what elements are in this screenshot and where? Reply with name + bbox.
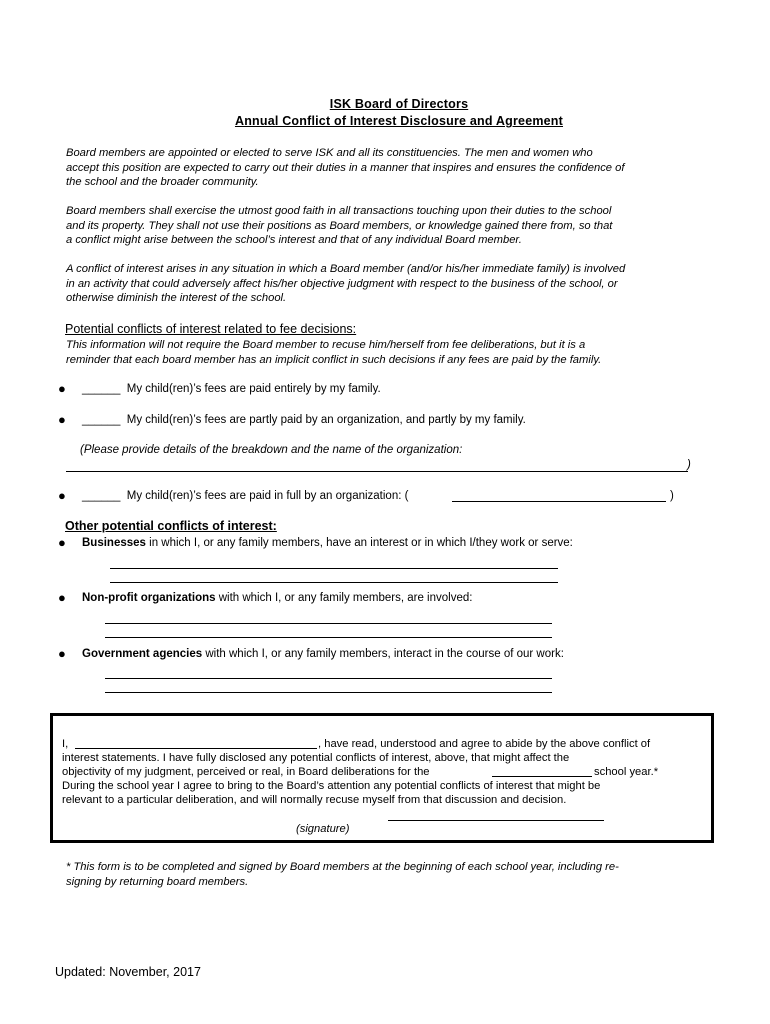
document-subtitle: Annual Conflict of Interest Disclosure and Agreement <box>234 114 564 128</box>
nonprofit-label: Non-profit organizations <box>82 592 216 604</box>
checkbox-blank[interactable]: ______ <box>82 490 121 502</box>
other-conflicts-heading: Other potential conflicts of interest: <box>65 519 277 533</box>
signature-input-line[interactable] <box>388 820 604 821</box>
agreement-line-4: During the school year I agree to bring to the Board’s attention any potential conflicts of interest that might be <box>62 780 601 792</box>
government-input-line-1[interactable] <box>105 678 552 679</box>
organization-close-paren: ) <box>670 490 674 502</box>
bullet-icon: ● <box>58 412 66 427</box>
footnote <box>66 860 726 889</box>
bullet-icon: ● <box>58 381 66 396</box>
intro-paragraph-2 <box>66 204 726 248</box>
checkbox-blank[interactable]: ______ <box>82 414 121 426</box>
fee-option-label: My child(ren)’s fees are paid entirely by my family. <box>126 383 381 395</box>
paragraph-line: Board members are appointed or elected to serve ISK and all its constituencies. The men and women who <box>66 147 593 159</box>
paragraph-line: reminder that each board member has an implicit conflict in such decisions if any fees are paid by the family. <box>66 353 602 366</box>
intro-paragraph-1 <box>66 146 726 190</box>
signature-label: (signature) <box>296 823 350 835</box>
paragraph-line: * This form is to be completed and signed by Board members at the beginning of each school year, including re- <box>66 861 619 873</box>
fees-heading: Potential conflicts of interest related to fee decisions: <box>65 322 357 336</box>
paragraph-line: Board members shall exercise the utmost good faith in all transactions touching upon their duties to the school <box>66 205 612 217</box>
paragraph-line: a conflict might arise between the school’s interest and that of any individual Board member. <box>66 234 522 247</box>
nonprofit-description: with which I, or any family members, are involved: <box>215 592 473 604</box>
paragraph-line: and its property. They shall not use their positions as Board members, or knowledge gained there from, so that <box>66 219 613 232</box>
updated-date: Updated: November, 2017 <box>55 965 201 979</box>
agreement-line-3b: school year.* <box>594 766 659 778</box>
agreement-line-1-rest: , have read, understood and agree to abide by the above conflict of <box>318 738 651 750</box>
fee-option-full-organization[interactable] <box>82 490 408 502</box>
paragraph-line: signing by returning board members. <box>66 875 249 888</box>
fee-option-partly-organization[interactable] <box>82 414 526 426</box>
paragraph-line: accept this position are expected to carry out their duties in a manner that inspires and ensures the confidence of <box>66 161 625 174</box>
fee-option-label: My child(ren)’s fees are partly paid by an organization, and partly by my family. <box>126 414 526 426</box>
paragraph-line: otherwise diminish the interest of the school. <box>66 292 287 305</box>
fees-note <box>66 338 726 367</box>
nonprofit-item <box>82 592 472 604</box>
fee-details-close-paren: ) <box>687 459 691 471</box>
fee-option-label: My child(ren)’s fees are paid in full by an organization: ( <box>126 490 409 502</box>
businesses-input-line-1[interactable] <box>110 568 558 569</box>
member-name-input-line[interactable] <box>75 748 317 749</box>
checkbox-blank[interactable]: ______ <box>82 383 121 395</box>
nonprofit-input-line-2[interactable] <box>105 637 552 638</box>
school-year-input-line[interactable] <box>492 776 592 777</box>
agreement-line-3a: objectivity of my judgment, perceived or real, in Board deliberations for the <box>62 766 430 778</box>
fee-option-entirely-family[interactable] <box>82 383 381 395</box>
paragraph-line: the school and the broader community. <box>66 176 259 189</box>
businesses-input-line-2[interactable] <box>110 582 558 583</box>
bullet-icon: ● <box>58 646 66 661</box>
nonprofit-input-line-1[interactable] <box>105 623 552 624</box>
businesses-label: Businesses <box>82 537 146 549</box>
fee-details-instruction: (Please provide details of the breakdown and the name of the organization: <box>80 444 463 456</box>
agreement-line-5: relevant to a particular deliberation, and will normally recuse myself from that discussion and decision. <box>62 794 567 806</box>
agreement-i-prefix: I, <box>62 738 69 750</box>
fee-details-input-line[interactable] <box>66 471 688 472</box>
document-title: ISK Board of Directors <box>329 97 469 111</box>
government-input-line-2[interactable] <box>105 692 552 693</box>
organization-name-input-line[interactable] <box>452 501 666 502</box>
government-description: with which I, or any family members, interact in the course of our work: <box>202 648 564 660</box>
paragraph-line: A conflict of interest arises in any situation in which a Board member (and/or his/her immediate family) is involved <box>66 263 626 275</box>
agreement-line-2: interest statements. I have fully disclosed any potential conflicts of interest, above, that might affect the <box>62 752 570 764</box>
bullet-icon: ● <box>58 590 66 605</box>
paragraph-line: in an activity that could adversely affect his/her objective judgment with respect to the business of the school, or <box>66 277 618 290</box>
businesses-description: in which I, or any family members, have an interest or in which I/they work or serve: <box>145 537 573 549</box>
paragraph-line: This information will not require the Board member to recuse him/herself from fee deliberations, but it is a <box>66 339 586 351</box>
businesses-item <box>82 537 573 549</box>
government-label: Government agencies <box>82 648 203 660</box>
bullet-icon: ● <box>58 535 66 550</box>
government-item <box>82 648 564 660</box>
bullet-icon: ● <box>58 488 66 503</box>
intro-paragraph-3 <box>66 262 726 306</box>
agreement-line-1 <box>62 737 68 751</box>
